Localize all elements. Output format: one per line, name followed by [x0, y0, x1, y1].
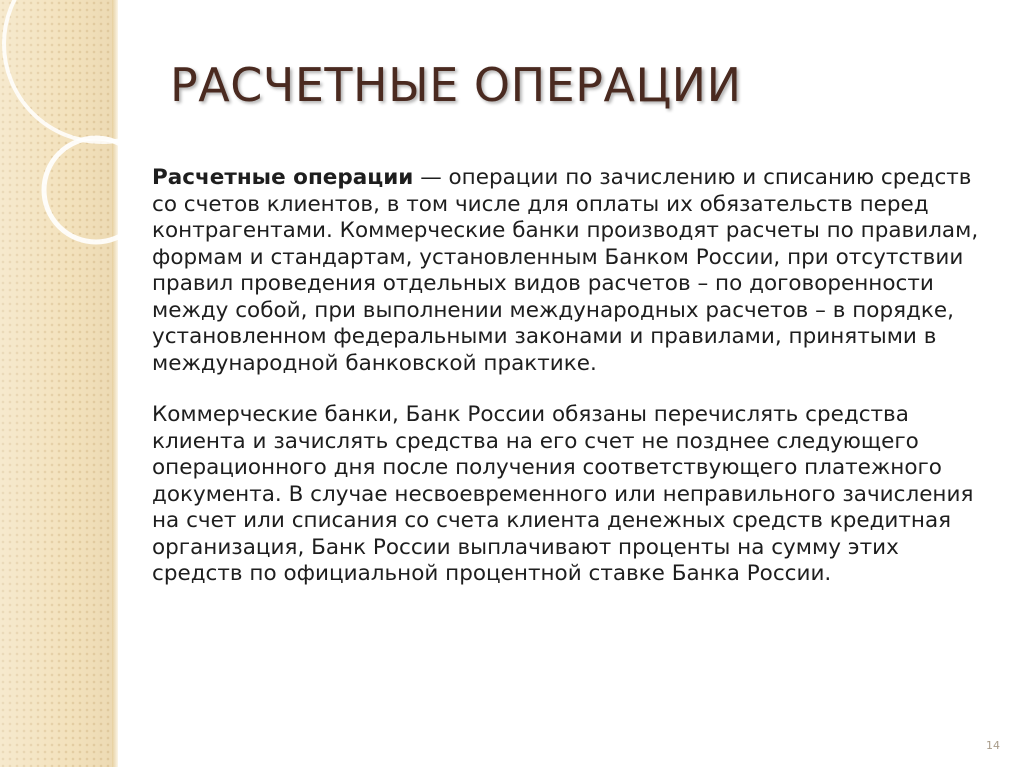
side-band-shading — [0, 0, 112, 767]
paragraph-definition — [152, 165, 988, 377]
paragraph-obligations — [152, 402, 988, 588]
obligations-text: Коммерческие банки, Банк России обязаны перечислять средства клиента и зачислять средства на его счет не позднее следующего операционного дня после получения соответствующего платежного документа. В случае несвоевременного или неправильного зачисления на счет или списания со счета клиента денежных средств кредитная организация, Банк России выплачивают проценты на сумму этих средств по официальной процентной ставке Банка России. — [152, 402, 974, 586]
definition-text: — операции по зачислению и списанию средств со счетов клиентов, в том числе для оплаты их обязательств перед контрагентами. Коммерческие банки производят расчеты по правилам, формам и стандартам, установленным Банком России, при отсутствии правил проведения отдельных видов расчетов – по договоренности между собой, при выполнении международных расчетов – в порядке, установленном федеральными законами и правилами, принятыми в международной банковской практике. — [152, 165, 979, 376]
slide-title: РАСЧЕТНЫЕ ОПЕРАЦИИ — [170, 58, 742, 112]
page-number: 14 — [986, 739, 1000, 752]
slide-body — [152, 165, 988, 613]
side-band-edge — [112, 0, 118, 767]
defined-term: Расчетные операции — [152, 165, 414, 190]
